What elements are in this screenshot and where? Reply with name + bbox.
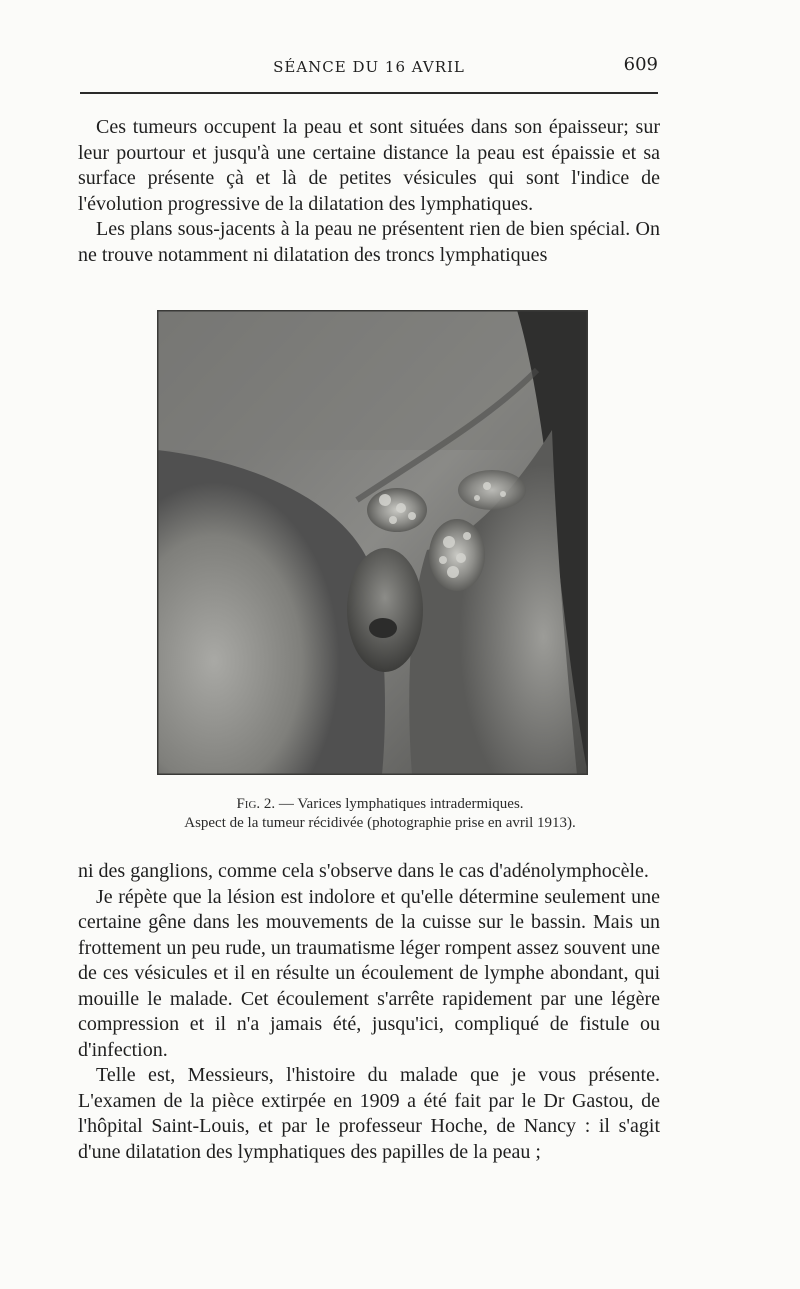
figure-photograph	[157, 310, 588, 775]
figure-subtitle: Aspect de la tumeur récidivée (photographie prise en avril 1913).	[184, 815, 576, 831]
figure-label: Fig. 2.	[236, 796, 276, 812]
body-text-top	[78, 115, 660, 268]
paragraph: Les plans sous-jacents à la peau ne présentent rien de bien spécial. On ne trouve notamment ni dilatation des troncs lymphatiques	[78, 218, 660, 266]
paragraph: Je répète que la lésion est indolore et qu'elle détermine seulement une certaine gêne dans les mouvements de la cuisse sur le bassin. Mais un frottement un peu rude, un traumatisme léger rompent assez souvent une de ces vésicules et il en résulte un écoulement de lymphe abondant, qui mouille le malade. Cet écoulement s'arrête rapidement par une légère compression et il n'a jamais été, jusqu'ici, compliqué de fistule ou d'infection.	[78, 885, 660, 1061]
paragraph: ni des ganglions, comme cela s'observe dans le cas d'adénolymphocèle.	[78, 860, 649, 882]
header-rule	[80, 92, 658, 94]
body-text-bottom	[78, 859, 660, 1165]
running-title: SÉANCE DU 16 AVRIL	[273, 58, 465, 76]
page-number: 609	[623, 54, 658, 75]
running-head	[78, 52, 660, 80]
clinical-photograph	[157, 310, 588, 775]
paragraph: Ces tumeurs occupent la peau et sont situées dans son épaisseur; sur leur pourtour et jusqu'à une certaine distance la peau est épaissie et sa surface présente çà et là de petites vésicules qui sont l'indice de l'évolution progressive de la dilatation des lymphatiques.	[78, 116, 660, 215]
paragraph: Telle est, Messieurs, l'histoire du malade que je vous présente. L'examen de la pièce extirpée en 1909 a été fait par le Dr Gastou, de l'hôpital Saint-Louis, et par le professeur Hoche, de Nancy : il s'agit d'une dilatation des lymphatiques des papilles de la peau ;	[78, 1064, 660, 1163]
figure-caption	[100, 795, 660, 833]
figure-title: — Varices lymphatiques intradermiques.	[278, 796, 524, 812]
